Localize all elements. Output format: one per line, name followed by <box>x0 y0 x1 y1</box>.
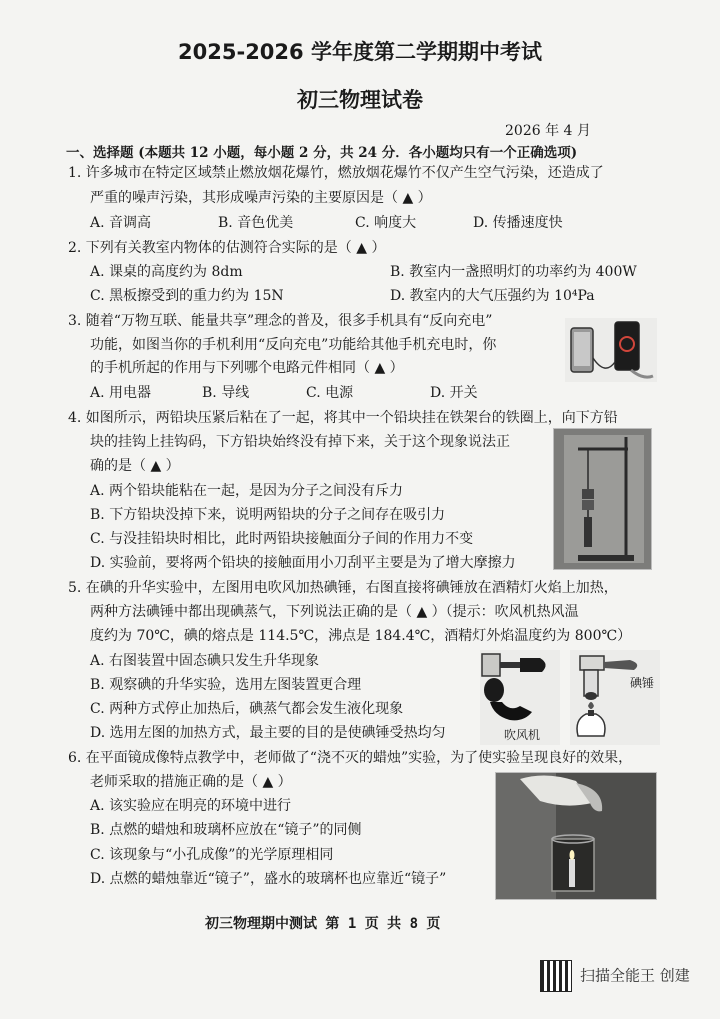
q1-option-b: B. 音色优美 <box>218 215 294 231</box>
q4-option-c: C. 与没挂铅块时相比，此时两铅块接触面分子间的作用力不变 <box>90 531 474 547</box>
iron-stand-illustration <box>554 429 651 569</box>
q3-option-a: A. 用电器 <box>90 385 152 401</box>
qr-code-icon <box>540 960 572 992</box>
q4-stem-line3: 确的是（ ▲ ） <box>90 458 180 474</box>
q4-option-d: D. 实验前，要将两个铅块的接触面用小刀刮平主要是为了增大摩擦力 <box>90 555 516 571</box>
q2-option-a: A. 课桌的高度约为 8dm <box>90 264 243 280</box>
page-footer: 初三物理期中测试 第 1 页 共 8 页 <box>205 916 441 932</box>
q3-option-d: D. 开关 <box>430 385 478 401</box>
q3-stem-line2: 功能，如图当你的手机利用“反向充电”功能给其他手机充电时，你 <box>90 337 497 353</box>
q1-stem-line2: 严重的噪声污染，其形成噪声污染的主要原因是（ ▲ ） <box>90 190 432 206</box>
alcohol-lamp-figure <box>570 650 660 745</box>
q6-option-c: C. 该现象与“小孔成像”的光学原理相同 <box>90 847 334 863</box>
q2-option-b: B. 教室内一盏照明灯的功率约为 400W <box>390 264 637 280</box>
section-heading: 一、选择题 (本题共 12 小题，每小题 2 分，共 24 分．各小题均只有一个正确选项) <box>66 145 578 161</box>
hair-dryer-illustration <box>480 650 560 726</box>
q1-option-d: D. 传播速度快 <box>473 215 563 231</box>
candle-mirror-photo <box>495 772 657 900</box>
q2-option-c: C. 黑板擦受到的重力约为 15N <box>90 288 284 304</box>
q2-stem-line1: 2. 下列有关教室内物体的估测符合实际的是（ ▲ ） <box>68 240 386 256</box>
q4-stem-line2: 块的挂钩上挂钩码，下方铅块始终没有掉下来，关于这个现象说法正 <box>90 434 510 450</box>
q1-option-c: C. 响度大 <box>355 215 417 231</box>
q6-option-d: D. 点燃的蜡烛靠近“镜子”，盛水的玻璃杯也应靠近“镜子” <box>90 871 447 887</box>
alcohol-lamp-illustration <box>570 650 660 745</box>
q5-stem-line1: 5. 在碘的升华实验中，左图用电吹风加热碘锤，右图直接将碘锤放在酒精灯火焰上加热， <box>68 580 618 596</box>
q3-stem-line1: 3. 随着“万物互联、能量共享”理念的普及，很多手机具有“反向充电” <box>68 313 493 329</box>
exam-date: 2026 年 4 月 <box>505 123 591 139</box>
q2-option-d: D. 教室内的大气压强约为 10⁴Pa <box>390 288 595 304</box>
q3-option-c: C. 电源 <box>306 385 354 401</box>
candle-experiment-illustration <box>496 773 656 899</box>
q4-option-b: B. 下方铅块没掉下来，说明两铅块的分子之间存在吸引力 <box>90 507 446 523</box>
scanner-watermark <box>540 960 690 992</box>
q4-option-a: A. 两个铅块能粘在一起，是因为分子之间没有斥力 <box>90 483 404 499</box>
q3-option-b: B. 导线 <box>202 385 250 401</box>
q1-stem-line1: 1. 许多城市在特定区域禁止燃放烟花爆竹，燃放烟花爆竹不仅产生空气污染，还造成了 <box>68 165 604 181</box>
q6-option-b: B. 点燃的蜡烛和玻璃杯应放在“镜子”的同侧 <box>90 822 362 838</box>
exam-title: 2025-2026 学年度第二学期期中考试 <box>178 40 542 64</box>
q1-option-a: A. 音调高 <box>90 215 152 231</box>
fig-label-hair-dryer: 吹风机 <box>504 728 541 742</box>
phone-charging-illustration <box>565 318 657 382</box>
q5-option-d: D. 选用左图的加热方式，最主要的目的是使碘锤受热均匀 <box>90 725 446 741</box>
q4-stem-line1: 4. 如图所示，两铅块压紧后粘在了一起，将其中一个铅块挂在铁架台的铁圈上，向下方铅 <box>68 410 618 426</box>
lead-blocks-figure <box>553 428 652 570</box>
q5-option-c: C. 两种方式停止加热后，碘蒸气都会发生液化现象 <box>90 701 404 717</box>
q6-stem-line1: 6. 在平面镜成像特点教学中，老师做了“浇不灭的蜡烛”实验，为了使实验呈现良好的效果， <box>68 750 633 766</box>
fig-label-iodine-hammer: 碘锤 <box>630 676 655 690</box>
exam-subtitle: 初三物理试卷 <box>297 88 423 112</box>
phone-charging-figure <box>565 318 657 382</box>
q5-stem-line3: 度约为 70℃，碘的熔点是 114.5℃，沸点是 184.4℃，酒精灯外焰温度约为 800℃） <box>90 628 632 644</box>
q5-option-b: B. 观察碘的升华实验，选用左图装置更合理 <box>90 677 362 693</box>
q5-option-a: A. 右图装置中固态碘只发生升华现象 <box>90 653 320 669</box>
q6-option-a: A. 该实验应在明亮的环境中进行 <box>90 798 292 814</box>
hair-dryer-figure <box>480 650 560 745</box>
watermark-text: 扫描全能王 创建 <box>580 966 690 985</box>
q6-stem-line2: 老师采取的措施正确的是（ ▲ ） <box>90 774 292 790</box>
q5-stem-line2: 两种方法碘锤中都出现碘蒸气，下列说法正确的是（ ▲ ）（提示：吹风机热风温 <box>90 604 579 620</box>
q3-stem-line3: 的手机所起的作用与下列哪个电路元件相同（ ▲ ） <box>90 360 404 376</box>
